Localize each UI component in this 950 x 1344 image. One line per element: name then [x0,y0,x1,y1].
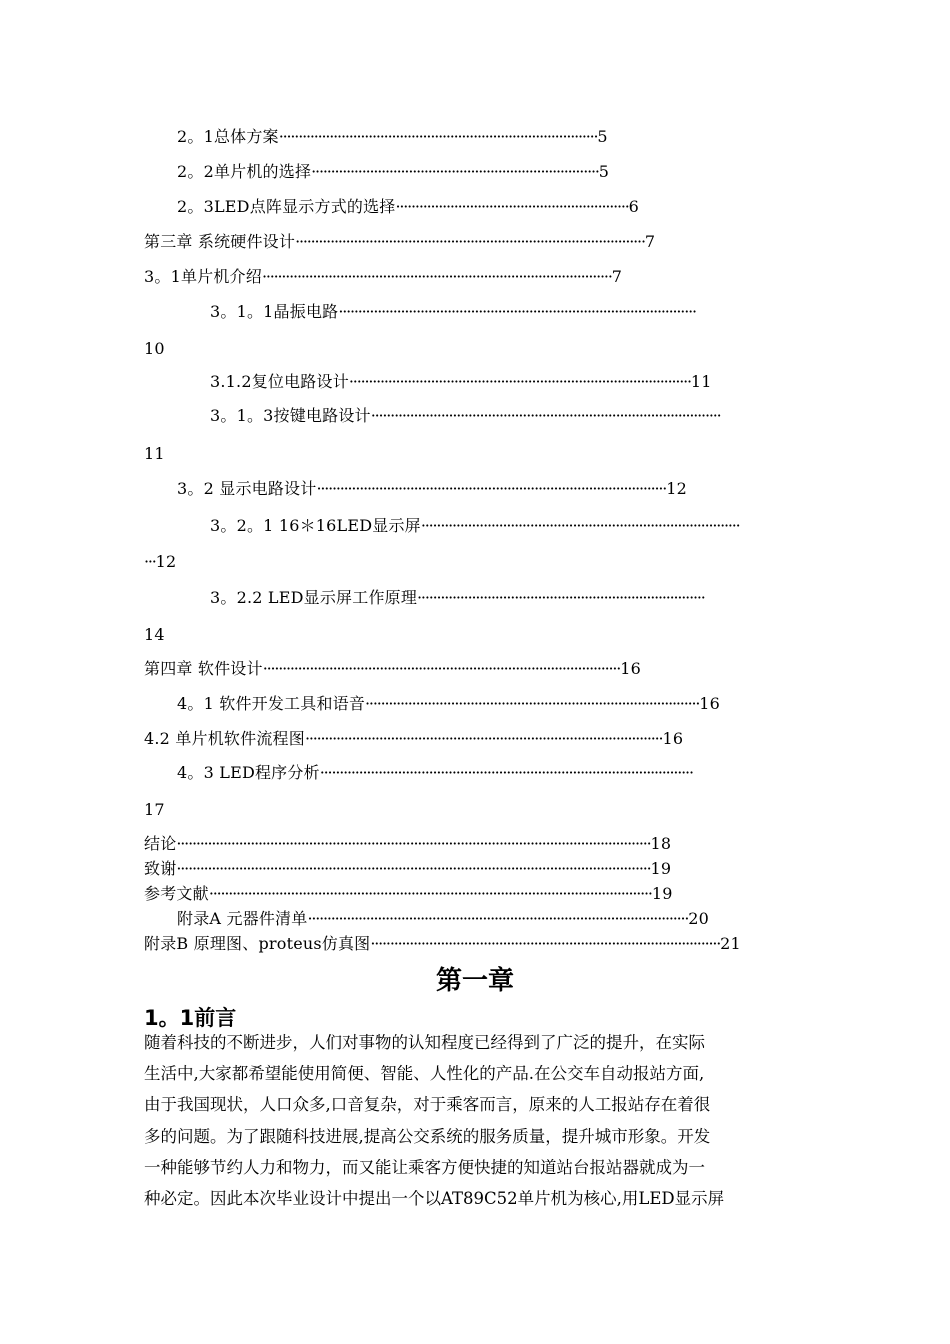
toc-leader-dots: ···························································································· [304,729,663,748]
toc-leader-dots: ··· [144,552,156,571]
toc-entry-title: 3.1.2复位电路设计 [210,372,349,391]
paragraph-line: 种必定。因此本次毕业设计中提出一个以AT89C52单片机为核心,用LED显示屏 [144,1189,725,1209]
toc-entry-title: 3。2 显示电路设计 [177,479,317,498]
toc-entry[interactable] [177,762,693,784]
paragraph-line: 生活中,大家都希望能使用简便、智能、人性化的产品.在公交车自动报站方面, [144,1064,705,1084]
paragraph-line: 多的问题。为了跟随科技进展,提高公交系统的服务质量，提升城市形象。开发 [144,1126,711,1146]
toc-entry[interactable] [144,231,655,253]
toc-entry-continuation[interactable] [144,443,165,465]
paragraph-line: 随着科技的不断进步，人们对事物的认知程度已经得到了广泛的提升，在实际 [144,1033,705,1052]
toc-entry[interactable] [177,693,720,715]
chapter-title: 第一章 [435,966,514,996]
body-paragraph [144,1027,824,1214]
toc-leader-dots: ·················································································· [278,127,598,146]
toc-page-number: 7 [644,232,656,251]
toc-leader-dots: ·························································································· [295,232,645,251]
toc-leader-dots: ······················································································ [365,694,700,713]
toc-entry-title: 参考文献 [144,884,209,903]
toc-entry-continuation[interactable] [144,338,165,360]
toc-page-number: 18 [650,834,672,853]
toc-entry[interactable] [210,371,712,393]
toc-entry-title: 3。1。1晶振电路 [210,302,339,321]
toc-leader-dots: ·························································································· [261,267,612,286]
toc-leader-dots: ·································································································· [307,909,689,928]
toc-entry[interactable] [144,658,641,680]
toc-entry[interactable] [210,301,696,323]
toc-entry-continuation[interactable] [144,799,165,821]
toc-entry-title: 3。1。3按键电路设计 [210,406,371,425]
toc-entry-title: 3。2.2 LED显示屏工作原理 [210,588,418,607]
toc-page-number: 10 [144,339,165,358]
toc-leader-dots: ·········································································· [417,588,705,607]
toc-leader-dots: ·················································································· [420,516,740,535]
toc-page-number: 11 [690,372,712,391]
toc-leader-dots: ·········································································· [311,162,599,181]
toc-page-number: 16 [662,729,684,748]
toc-entry[interactable] [144,883,673,905]
toc-entry[interactable] [177,126,608,148]
toc-entry[interactable] [144,266,622,288]
toc-page-number: 16 [620,659,641,678]
toc-entry[interactable] [144,833,671,855]
toc-leader-dots: ·················································································································· [208,884,652,903]
toc-leader-dots: ·························································································· [370,406,721,425]
toc-entry[interactable] [144,728,683,750]
toc-page-number: 16 [699,694,721,713]
toc-entry-continuation[interactable] [144,624,165,646]
toc-page-number: 11 [144,444,165,463]
toc-leader-dots: ·························································································································· [176,834,651,853]
toc-leader-dots: ·························································································· [370,934,721,953]
toc-entry[interactable] [177,908,709,930]
toc-entry-title: 第四章 软件设计 [144,659,263,678]
toc-entry[interactable] [210,515,740,537]
toc-leader-dots: ···························································· [395,197,629,216]
toc-entry[interactable] [177,161,609,183]
toc-page-number: 12 [155,552,177,571]
toc-entry[interactable] [210,587,705,609]
toc-page-number: 6 [628,197,640,216]
toc-entry-title: 4.2 单片机软件流程图 [144,729,305,748]
toc-entry[interactable] [144,933,741,955]
toc-entry-title: 3。1单片机介绍 [144,267,262,286]
toc-entry[interactable] [144,858,671,880]
toc-entry-title: 2。1总体方案 [177,127,279,146]
section-title: 1。1前言 [144,1006,237,1030]
toc-page-number: 21 [720,934,741,953]
toc-entry-title: 4。1 软件开发工具和语音 [177,694,366,713]
toc-entry-title: 4。3 LED程序分析 [177,763,320,782]
toc-entry-title: 2。3LED点阵显示方式的选择 [177,197,396,216]
toc-page-number: 14 [144,625,165,644]
paragraph-line: 由于我国现状，人口众多,口音复杂，对于乘客而言，原来的人工报站存在着很 [144,1095,711,1115]
toc-page-number: 19 [651,884,673,903]
toc-page-number: 12 [666,479,687,498]
toc-page-number: 19 [650,859,672,878]
toc-entry-title: 2。2单片机的选择 [177,162,312,181]
toc-entry-title: 附录A 元器件清单 [177,909,308,928]
paragraph-line: 一种能够节约人力和物力，而又能让乘客方便快捷的知道站台报站器就成为一 [144,1157,705,1177]
toc-page-number: 17 [144,800,165,819]
toc-entry[interactable] [177,478,687,500]
toc-entry-title: 第三章 系统硬件设计 [144,232,296,251]
toc-leader-dots: ·························································································································· [176,859,651,878]
toc-leader-dots: ································································································ [319,763,693,782]
toc-entry-title: 3。2。1 16＊16LED显示屏 [210,516,421,535]
toc-page-number: 20 [688,909,710,928]
toc-entry-title: 附录B 原理图、proteus仿真图 [144,934,371,953]
toc-leader-dots: ···························································································· [262,659,621,678]
toc-page-number: 5 [598,162,610,181]
toc-entry-title: 致谢 [144,859,177,878]
toc-entry[interactable] [177,196,639,218]
toc-entry-continuation[interactable] [144,551,176,573]
toc-leader-dots: ···························································································· [338,302,696,321]
toc-leader-dots: ·························································································· [316,479,667,498]
toc-leader-dots: ························································································ [348,372,691,391]
toc-entry-title: 结论 [144,834,177,853]
toc-page-number: 7 [611,267,623,286]
toc-page-number: 5 [597,127,608,146]
toc-entry[interactable] [210,405,721,427]
